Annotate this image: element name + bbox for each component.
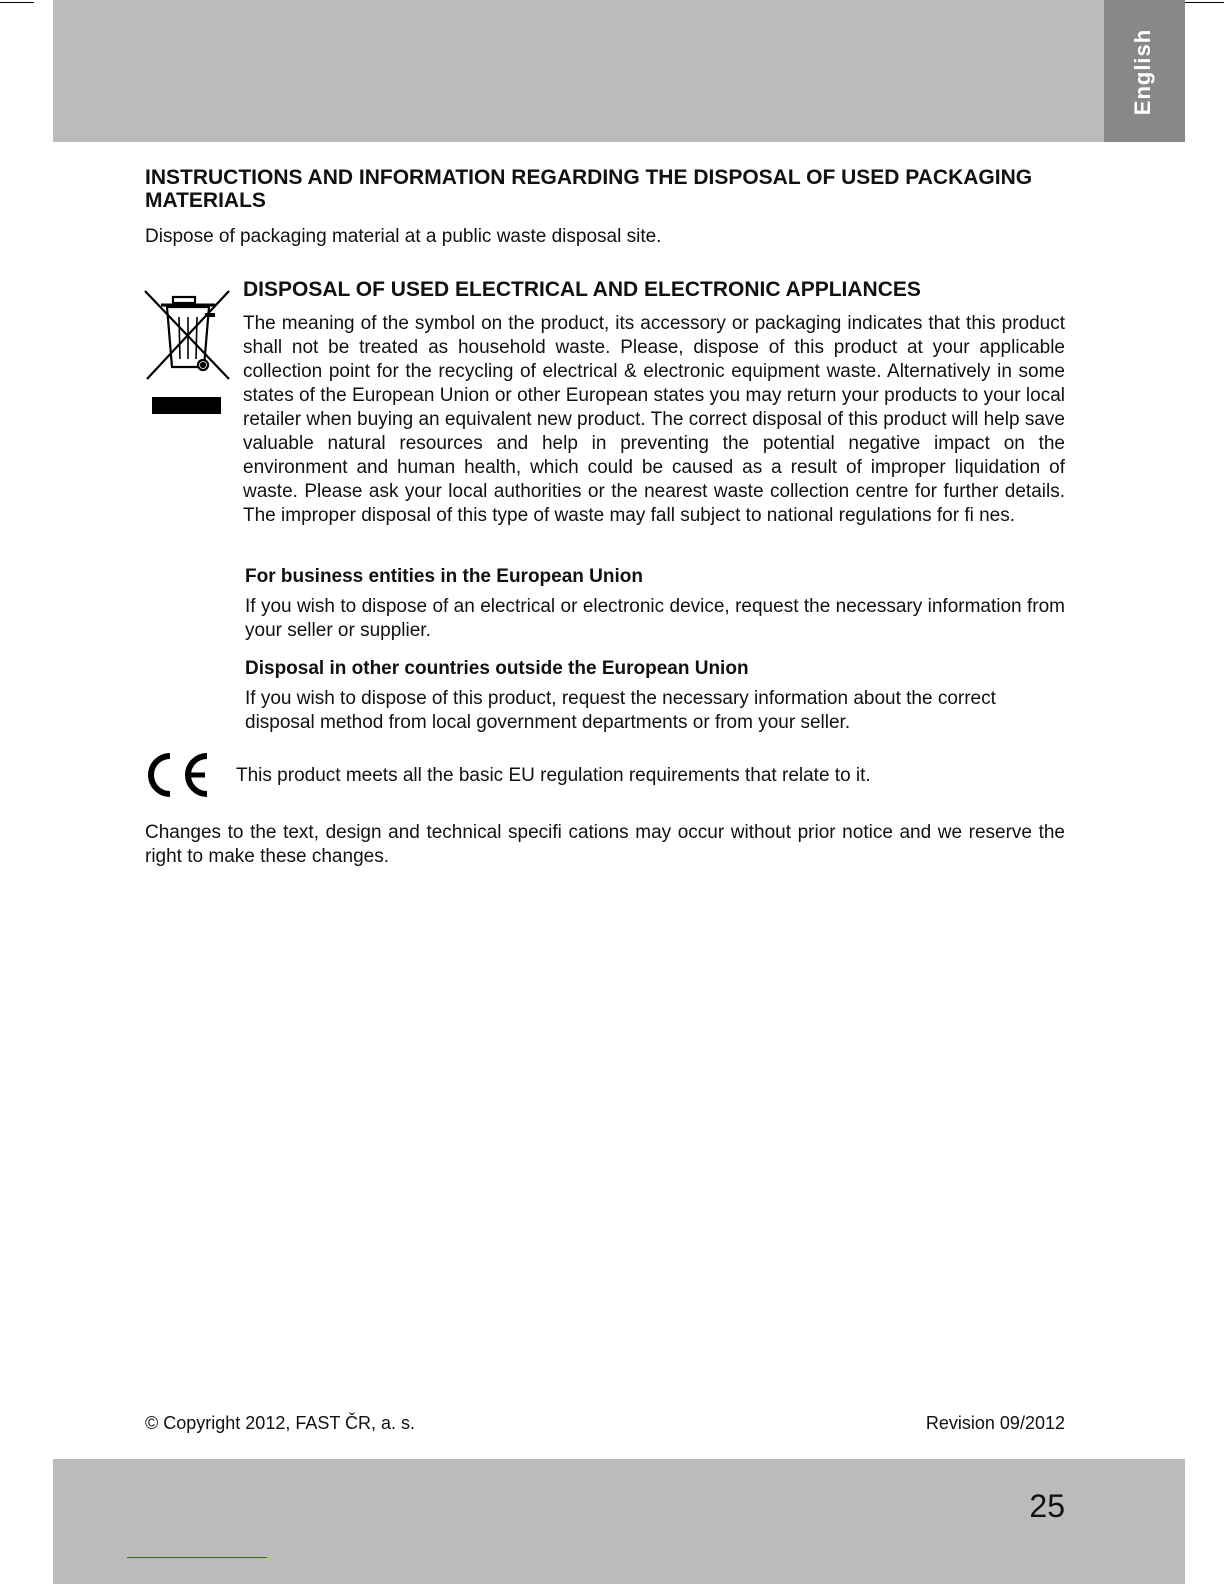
copyright: © Copyright 2012, FAST ČR, a. s. — [145, 1413, 416, 1433]
outside-text: If you wish to dispose of this product, request the necessary information about the correct disposal method from local government departments or from your seller. — [245, 688, 996, 733]
business-title: For business entities in the European Union — [245, 566, 643, 587]
weee-bar — [152, 397, 221, 414]
packaging-text: Dispose of packaging material at a public waste disposal site. — [145, 226, 662, 247]
ce-mark-icon — [145, 752, 211, 798]
revision: Revision 09/2012 — [925, 1413, 1065, 1433]
crossed-out-wheelie-bin-icon — [143, 287, 233, 383]
language-tab-label: English — [1130, 28, 1155, 116]
business-text: If you wish to dispose of an electrical or electronic device, request the necessary information from your seller or supplier. — [245, 596, 1065, 641]
footer-band — [53, 1459, 1185, 1584]
header-band — [53, 0, 1185, 142]
outside-title: Disposal in other countries outside the European Union — [245, 658, 749, 679]
crop-mark-left — [0, 2, 34, 3]
packaging-title: INSTRUCTIONS AND INFORMATION REGARDING THE DISPOSAL OF USED PACKAGING MATERIALS — [145, 166, 1033, 212]
ce-text: This product meets all the basic EU regulation requirements that relate to it. — [236, 765, 871, 786]
weee-title: DISPOSAL OF USED ELECTRICAL AND ELECTRONIC APPLIANCES — [243, 278, 921, 301]
page-number: 25 — [1029, 1488, 1065, 1524]
weee-text: The meaning of the symbol on the product, its accessory or packaging indicates that this product shall not be treated as household waste. Please, dispose of this product at your applicable collection point for the recycling of electrical & electronic equipment waste. Alternatively in some states of the European Union or other European states you may return your products to your local retailer when buying an equivalent new product. The correct disposal of this product will help save valuable natural resources and help in preventing the potential negative impact on the environment and human health, which could be caused as a result of improper liquidation of waste. Please ask your local authorities or the nearest waste collection centre for further details. The improper disposal of this type of waste may fall subject to national regulations for fi nes. — [243, 313, 1065, 526]
changes-text: Changes to the text, design and technical specifi cations may occur without prior notice and we reserve the right to make these changes. — [145, 822, 1065, 867]
bottom-link-underline — [127, 1557, 267, 1558]
